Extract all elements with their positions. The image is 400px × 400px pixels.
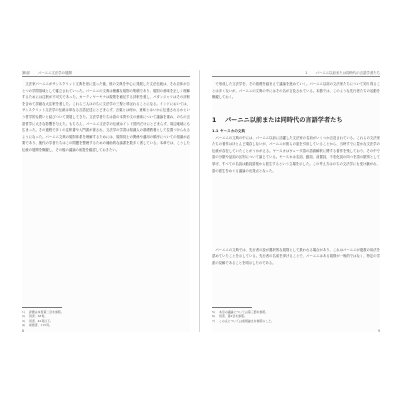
running-head-title: パーニニ以前または同時代の言語学者たち [315,71,380,75]
footnote-text: 同書、第2章を参照。 [219,314,247,319]
page-number: 8 [22,329,25,333]
footnote-text: 前掲書、115頁。 [29,322,52,327]
footnote-number: 4) [22,322,25,327]
running-head-title: パーニニ文法学の展開 [37,71,72,75]
footnote-rule [212,307,252,308]
subsection-heading [212,128,380,135]
left-page [22,70,190,332]
left-running-head [22,70,190,77]
footnote-number: 3) [22,318,25,323]
body-paragraph: パーニニの文典では、先行者の説が選択的な規則として扱われる場合があり、これはパーニニが複数の用法を認めていたことを示している。先行者の名前を挙げることで、パーニニはある規則が一般的ではなく、特定の学派の見解であることを明示したのである。 [212,247,380,265]
section-number: 1 [212,117,217,124]
footnote [212,319,380,323]
page-number: 9 [377,329,380,333]
subsection-number: 1.1 [212,129,219,133]
section-heading [212,117,380,125]
footnote-number: 2) [22,314,25,319]
footnote-text: この点については前掲論文を参照のこと。 [219,318,274,323]
section-title: パーニニ以前または同時代の言語学者たち [225,117,343,124]
body-paragraph: 文法家パーニニがサンスクリット文典を世に送った後、彼の文典を中心に発展した文法伝統は、それ自体がひとつの学問領域として確立されていった。パーニニの文典は簡潔な規則の集積であり、規則の意味を正しく理解するためには注釈が不可欠であった。カーティヤーヤナは規則を補足する評釈を著し、パタンジャリはその評釈を含めて詳細な大注釈を著した。これら三人はのちに文法学の三聖と呼ばれることになる。インドにおいては、サンスクリット文法学の伝統は単なる言語記述にとどまらず、言葉とは何か、意味とはいかに伝達されるかという哲学的な問いと結びついて発展してきた。文法学者たちは語の本質や文の意味について議論を重ね、のちの言語哲学に大きな影響を与えた。もちろん、パーニニ文法学の伝統はインド国内だけにとどまらず、周辺地域にも広まった。その過程で多くの注釈書や入門書が著され、文法学の学習は知識人の基礎教養として位置づけられるようになった。パーニニ文典の規則体系を理解するためには、規則同士の関係や適用の順序についての知識が必要であり、後代の学者たちはこの問題を整理するための補助的な論書を数多く著している。本章では、こうした伝統の展開を概観し、その後の議論の前提を確認しておきたい。 [22,82,190,152]
footnote-text: 同書、38頁。 [29,314,48,319]
left-body-text [22,81,190,305]
footnote-number: 7) [212,318,215,323]
right-footnotes [212,310,380,323]
right-page [212,70,380,332]
right-body-text [212,81,380,300]
footnote-number: 5) [212,310,215,314]
running-head-chapter: 1 [305,71,308,75]
footnote-text: 詳細は本書第二章を参照。 [29,310,64,314]
footnote-text: 本章の議論については第三節を参照。 [219,310,269,314]
left-footnotes [22,310,190,327]
footnote-number: 6) [212,314,215,319]
footnote-text: 同書、42頁以下。 [29,318,53,323]
footnote [22,323,190,327]
running-head-chapter: 第Ⅰ部 [22,71,30,75]
footnote-number: 1) [22,310,25,314]
footnote-rule [22,307,62,308]
right-running-head [212,70,380,77]
intro-paragraph: で形成した文法学を、その基礎を踏まえて議論を進めていく。パーニニ以前の文法家たちについて知り得ることは多くないが、パーニニの文典の中にはその名が言及されている。本節では、このような先行者たちの活動を概観しておく。 [212,82,380,100]
gutter-divider [199,70,200,332]
body-paragraph: パーニニの文典の中には、パーニニ以前に活躍した文法家の名前がいくつか言及されている。これらの文法家たちの著作はほとんど現存しないが、パーニニが彼らの説を引用していることから、当時すでに豊かな文法学の伝統が存在していたことがうかがえる。ヤースカはヴェーダ語の語源解釈に関する著作を残しており、その中で語の分類や品詞の区別について論じている。ヤースカは名詞、動詞、前置詞、不変化詞の四つを語の類別として挙げ、すべての名詞は動詞語根から派生するという立場を示した。この考え方はのちの文法学にも受け継がれ、語の派生をめぐる議論の出発点となった。 [212,135,380,173]
subsection-title: ヤースカの文典 [220,129,245,133]
